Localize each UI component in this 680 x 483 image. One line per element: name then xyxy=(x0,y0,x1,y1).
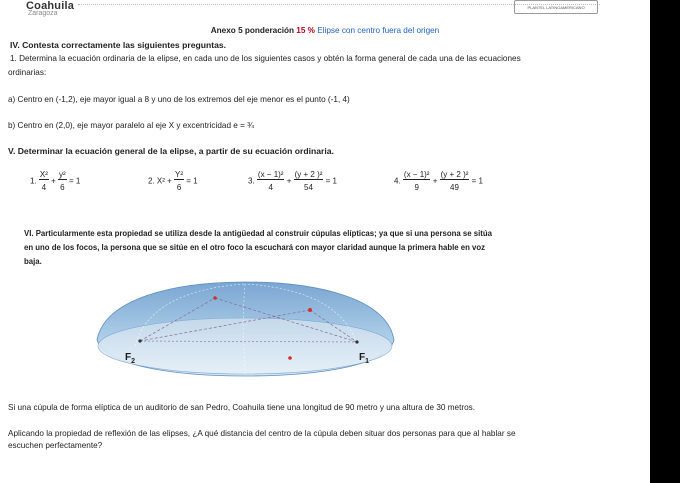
annex-title xyxy=(0,26,650,35)
problem-line-2: Aplicando la propiedad de reflexión de las elipses, ¿A qué distancia del centro de la cúpula deben situar dos personas para que al hablar se xyxy=(8,429,516,438)
equation-number: 2. xyxy=(148,176,155,186)
question-a: a) Centro en (-1,2), eje mayor igual a 8 y uno de los extremos del eje menor es el punto (-1, 4) xyxy=(8,95,350,104)
fraction: $\frac{\text{X²}}{4}$ xyxy=(39,170,48,192)
logo-subtitle: Zaragoza xyxy=(28,10,58,17)
problem-line-1: Si una cúpula de forma elíptica de un auditorio de san Pedro, Coahuila tiene una longitud de 90 metro y una altura de 30 metros. xyxy=(8,403,475,412)
annex-topic: Elipse con centro fuera del origen xyxy=(317,26,440,35)
section-4-title: IV. Contesta correctamente las siguientes preguntas. xyxy=(10,40,227,50)
fraction: $\frac{\text{(x − 1)²}}{9}$ xyxy=(403,170,430,192)
section-5-title: V. Determinar la ecuación general de la elipse, a partir de su ecuación ordinaria. xyxy=(8,146,334,156)
section-6-line-2: en uno de los focos, la persona que se sitúe en el otro foco la escuchará con mayor claridad aunque la primera hable en voz xyxy=(24,243,486,252)
focus-point xyxy=(355,340,358,343)
focus-label-left: $F_2$ xyxy=(125,352,136,365)
equation-4: 4. $\frac{\text{(x − 1)²}}{9}$ + $\frac{\text{(y + 2 )²}}{49}$ = 1 xyxy=(394,170,483,192)
fraction: $\frac{\text{(x − 1)²}}{4}$ xyxy=(257,170,284,192)
elliptical-dome-figure xyxy=(95,278,396,378)
equation-2: 2. X² + $\frac{\text{Y²}}{6}$ = 1 xyxy=(148,170,198,192)
equation-number: 3. xyxy=(248,176,255,186)
fraction: $\frac{\text{y²}}{6}$ xyxy=(59,170,66,192)
reflection-point xyxy=(308,308,312,312)
section-6-line-3: baja. xyxy=(24,257,42,266)
logo-title: Coahuila xyxy=(26,0,75,12)
right-edge-bar xyxy=(650,0,680,483)
reflection-point xyxy=(213,296,217,300)
section-6-line-1: VI. Particularmente esta propiedad se utiliza desde la antigüedad al construir cúpulas elípticas; ya que si una persona se sitúa xyxy=(24,229,492,238)
fraction: $\frac{\text{(y + 2 )²}}{49}$ xyxy=(440,170,469,192)
reflection-point xyxy=(288,356,292,360)
equation-number: 4. xyxy=(394,176,401,186)
annex-prefix: Anexo 5 ponderación xyxy=(210,26,297,35)
header-badge: PLANTEL LATINOAMERICANO xyxy=(514,0,598,14)
fraction: $\frac{\text{Y²}}{6}$ xyxy=(175,170,184,192)
equation-3: 3. $\frac{\text{(x − 1)²}}{4}$ + $\frac{\text{(y + 2 )²}}{54}$ = 1 xyxy=(248,170,337,192)
focus-label-right: $F_1$ xyxy=(359,352,370,365)
fraction: $\frac{\text{(y + 2 )²}}{54}$ xyxy=(294,170,323,192)
question-1-line-2: ordinarias: xyxy=(8,68,47,77)
annex-weight: 15 % xyxy=(296,26,315,35)
problem-line-3: escuchen perfectamente? xyxy=(8,441,103,450)
focus-point xyxy=(138,339,141,342)
equation-1: 1. $\frac{\text{X²}}{4}$ + $\frac{\text{y²}}{6}$ = 1 xyxy=(30,170,81,192)
question-1-line-1: 1. Determina la ecuación ordinaria de la elipse, en cada uno de los siguientes casos y obtén la forma general de cada una de las ecuaciones xyxy=(10,54,521,63)
equation-number: 1. xyxy=(30,176,37,186)
question-b: b) Centro en (2,0), eje mayor paralelo al eje X y excentricidad e = ¾ xyxy=(8,121,254,130)
